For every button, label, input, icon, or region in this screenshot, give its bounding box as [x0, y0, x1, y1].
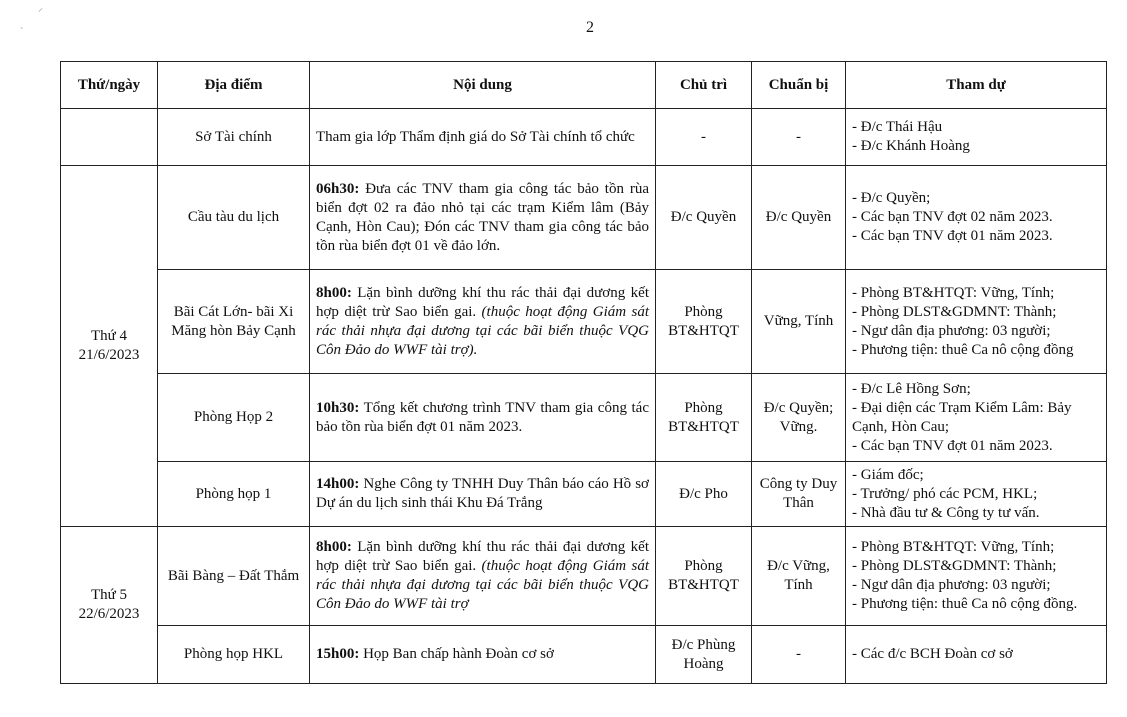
prep-cell: Công ty Duy Thân [752, 462, 846, 527]
attend-line: - Đ/c Quyền; [852, 190, 931, 206]
content-cell [310, 527, 656, 626]
location-cell: Phòng họp HKL [158, 626, 310, 684]
time-label: 15h00: [316, 646, 360, 662]
day-cell-empty [61, 109, 158, 166]
header-attend: Tham dự [846, 62, 1107, 109]
location-cell: Cầu tàu du lịch [158, 166, 310, 270]
location-cell: Bãi Bàng – Đất Thắm [158, 527, 310, 626]
date-label: 22/6/2023 [78, 606, 140, 622]
attend-line: - Phòng BT&HTQT: Vững, Tính; [852, 284, 1055, 301]
day-cell [61, 527, 158, 684]
header-host: Chủ trì [656, 62, 752, 109]
header-day: Thứ/ngày [61, 62, 158, 109]
location-cell: Phòng họp 1 [158, 462, 310, 527]
prep-cell: Đ/c Vững, Tính [752, 527, 846, 626]
attend-line: - Giám đốc; [852, 466, 924, 483]
attend-cell [846, 462, 1107, 527]
attend-cell [846, 626, 1107, 684]
host-cell: Đ/c Quyền [656, 166, 752, 270]
day-label: Thứ 4 [90, 328, 128, 344]
attend-line: - Các bạn TNV đợt 01 năm 2023. [852, 437, 1053, 454]
attend-line: - Ngư dân địa phương: 03 người; [852, 577, 1051, 593]
content-text: Lặn bình dưỡng khí thu rác thải đại dương kết hợp diệt trừ Sao biển gai. [316, 539, 649, 574]
content-text: Họp Ban chấp hành Đoàn cơ sở [359, 646, 554, 662]
host-cell: - [656, 109, 752, 166]
content-text: Đưa các TNV tham gia công tác bảo tồn rùa biển đợt 02 ra đảo nhỏ tại các trạm Kiểm lâm (Bảy Cạnh, Hòn Cau); Đón các TNV tham gia công tác bảo tồn rùa biển đợt 01 về đảo lớn. [316, 180, 649, 254]
attend-cell [846, 374, 1107, 462]
attend-line: - Các bạn TNV đợt 02 năm 2023. [852, 209, 1053, 225]
attend-line: - Các đ/c BCH Đoàn cơ sở [852, 646, 1013, 662]
location-cell: Bãi Cát Lớn- bãi Xi Măng hòn Bảy Cạnh [158, 270, 310, 374]
content-cell [310, 374, 656, 462]
attend-line: - Đại diện các Trạm Kiểm Lâm: Bảy [852, 399, 1072, 416]
table-row [61, 462, 1107, 527]
attend-line: - Phòng BT&HTQT: Vững, Tính; [852, 539, 1055, 555]
schedule-table [60, 61, 1107, 684]
attend-line: - Phòng DLST&GDMNT: Thành; [852, 558, 1057, 574]
prep-cell: Đ/c Quyền [752, 166, 846, 270]
page-number: 2 [586, 19, 594, 36]
content-text: Nghe Công ty TNHH Duy Thân báo cáo Hồ sơ Dự án du lịch sinh thái Khu Đá Trắng [316, 476, 649, 511]
host-cell: Phòng BT&HTQT [656, 527, 752, 626]
table-row [61, 109, 1107, 166]
content-cell [310, 109, 656, 166]
scan-speck-mark: ˴ [20, 22, 24, 33]
time-label: 8h00: [316, 284, 352, 301]
prep-cell: - [752, 626, 846, 684]
attend-line: - Đ/c Thái Hậu [852, 119, 943, 135]
table-row [61, 270, 1107, 374]
prep-cell: - [752, 109, 846, 166]
scan-speck-mark: ⸝ [38, 3, 43, 14]
prep-cell: Đ/c Quyền; Vững. [752, 374, 846, 462]
attend-line: - Nhà đầu tư & Công ty tư vấn. [852, 504, 1040, 521]
attend-line: - Các bạn TNV đợt 01 năm 2023. [852, 228, 1053, 244]
time-label: 10h30: [316, 399, 360, 416]
table-row [61, 166, 1107, 270]
location-cell: Phòng Họp 2 [158, 374, 310, 462]
attend-line: - Phương tiện: thuê Ca nô cộng đồng. [852, 596, 1078, 612]
host-cell: Phòng BT&HTQT [656, 270, 752, 374]
attend-line: - Ngư dân địa phương: 03 người; [852, 322, 1051, 339]
attend-cell [846, 527, 1107, 626]
content-cell [310, 462, 656, 527]
attend-line: - Phương tiện: thuê Ca nô cộng đồng [852, 341, 1074, 358]
table-row [61, 626, 1107, 684]
table-row [61, 374, 1107, 462]
content-text: Tham gia lớp Thẩm định giá do Sở Tài chính tổ chức [316, 128, 635, 145]
content-italic-note: (thuộc hoạt động Giám sát rác thải nhựa đại dương tại các bãi biển thuộc VQG Côn Đảo do WWF tài trợ [316, 558, 649, 612]
attend-line: Cạnh, Hòn Cau; [852, 418, 950, 435]
prep-cell: Vững, Tính [752, 270, 846, 374]
content-text: Lặn bình dưỡng khí thu rác thải đại dương kết hợp diệt trừ Sao biển gai. [316, 284, 649, 320]
time-label: 06h30: [316, 180, 360, 197]
time-label: 8h00: [316, 539, 352, 555]
attend-cell [846, 166, 1107, 270]
content-cell [310, 270, 656, 374]
header-location: Địa điểm [158, 62, 310, 109]
table-header-row [61, 62, 1107, 109]
header-content: Nội dung [310, 62, 656, 109]
content-text: Tổng kết chương trình TNV tham gia công tác bảo tồn rùa biển đợt 01 năm 2023. [316, 399, 649, 435]
content-italic-note: (thuộc hoạt động Giám sát rác thải nhựa đại dương tại các bãi biển thuộc VQG Côn Đảo do WWF tài trợ). [316, 303, 649, 358]
host-cell: Đ/c Pho [656, 462, 752, 527]
day-label: Thứ 5 [90, 587, 128, 603]
host-cell: Đ/c Phùng Hoàng [656, 626, 752, 684]
attend-line: - Phòng DLST&GDMNT: Thành; [852, 303, 1057, 320]
attend-line: - Đ/c Khánh Hoàng [852, 138, 970, 154]
table-row [61, 527, 1107, 626]
attend-line: - Trưởng/ phó các PCM, HKL; [852, 485, 1038, 502]
attend-cell [846, 109, 1107, 166]
content-cell [310, 626, 656, 684]
attend-cell [846, 270, 1107, 374]
attend-line: - Đ/c Lê Hồng Sơn; [852, 380, 971, 397]
time-label: 14h00: [316, 476, 360, 492]
header-prep: Chuẩn bị [752, 62, 846, 109]
content-cell [310, 166, 656, 270]
host-cell: Phòng BT&HTQT [656, 374, 752, 462]
date-label: 21/6/2023 [78, 347, 140, 363]
day-cell [61, 166, 158, 527]
location-cell: Sở Tài chính [158, 109, 310, 166]
